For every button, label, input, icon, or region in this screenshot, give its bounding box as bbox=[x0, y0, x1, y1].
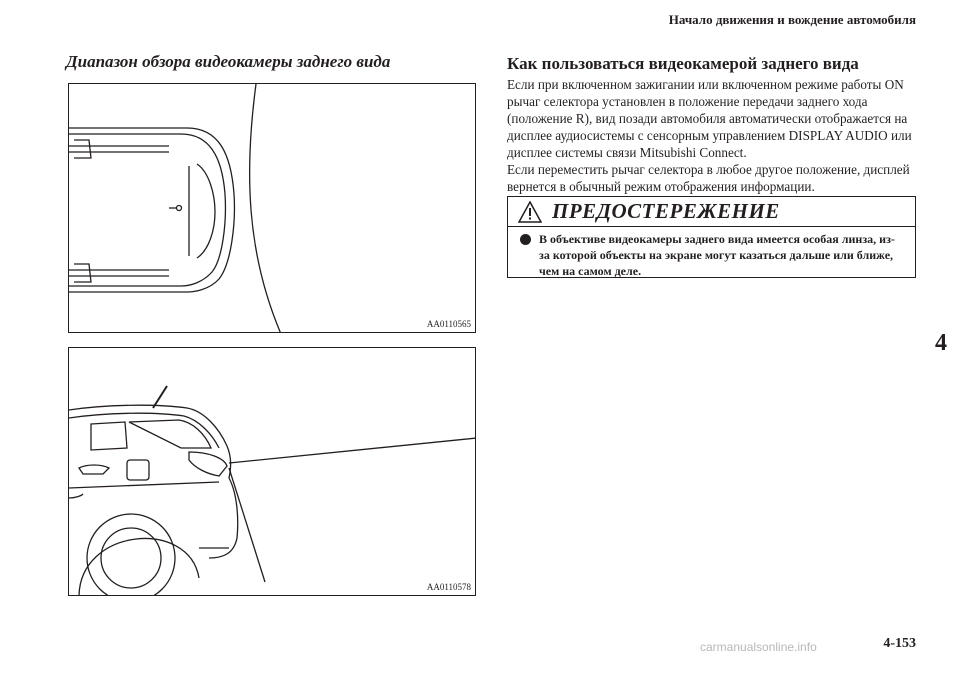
car-side-view-illustration bbox=[69, 348, 476, 596]
chapter-tab: 4 bbox=[922, 310, 960, 376]
caution-box bbox=[507, 196, 916, 278]
page-number: 4-153 bbox=[883, 636, 916, 651]
top-view-figure bbox=[68, 83, 476, 333]
caution-title: ПРЕДОСТЕРЕЖЕНИЕ bbox=[552, 199, 780, 223]
caution-header bbox=[508, 197, 915, 227]
body-paragraph: Если переместить рычаг селектора в любое другое положение, дисплей вернется в обычный режим отображения информации. bbox=[507, 162, 910, 194]
figure-code: AA0110565 bbox=[426, 319, 471, 329]
side-view-figure bbox=[68, 347, 476, 596]
how-to-use-body bbox=[507, 76, 915, 195]
watermark: carmanualsonline.info bbox=[700, 640, 817, 654]
caution-body bbox=[508, 227, 915, 279]
body-paragraph: Если при включенном зажигании или включенном режиме работы ON рычаг селектора установлен в положение передачи заднего хода (положение R), вид позади автомобиля автоматически отображается на дисплее аудиосистемы с сенсорным управлением DISPLAY AUDIO или дисплее системы связи Mitsubishi Connect. bbox=[507, 77, 912, 160]
camera-range-heading: Диапазон обзора видеокамеры заднего вида bbox=[66, 52, 391, 71]
caution-text: В объективе видеокамеры заднего вида имеется особая линза, из-за которой объекты на экране могут казаться дальше или ближе, чем на самом деле. bbox=[539, 232, 895, 278]
bullet-icon bbox=[520, 234, 531, 245]
car-top-view-illustration bbox=[69, 84, 476, 333]
warning-triangle-icon bbox=[518, 201, 542, 223]
running-header: Начало движения и вождение автомобиля bbox=[668, 12, 916, 27]
how-to-use-heading: Как пользоваться видеокамерой заднего вида bbox=[507, 54, 859, 73]
figure-code: AA0110578 bbox=[426, 582, 471, 592]
